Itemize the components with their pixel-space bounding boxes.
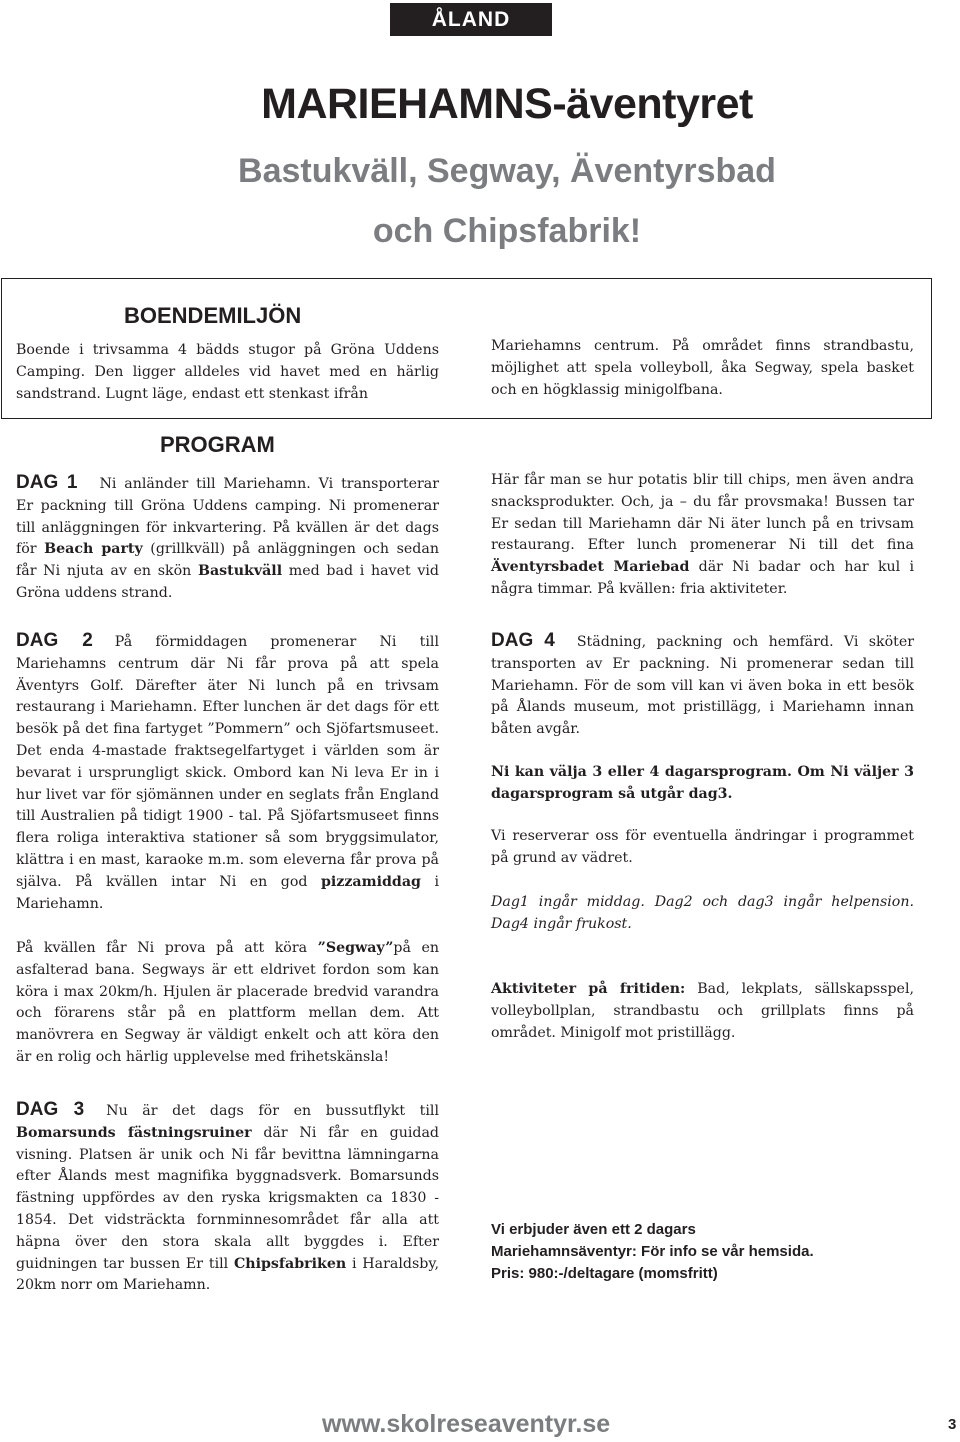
accommodation-text-right: Mariehamns centrum. På området finns strandbastu, möjlighet att spela volleyboll, åka Segway, spela basket och en högklassig minigolfbana. — [491, 338, 914, 398]
day-1-label: DAG 1 — [16, 472, 78, 493]
mariebad-highlight: Äventyrsbadet Mariebad — [491, 559, 690, 576]
region-tag: ÅLAND — [390, 3, 552, 36]
offer-line-1: Vi erbjuder även ett 2 dagars — [491, 1221, 696, 1238]
day-1-beach-party: Beach party — [44, 541, 143, 558]
offer-line-2: Mariehamnsäventyr: För info se vår hemsida. — [491, 1243, 814, 1260]
activities-label: Aktiviteter på fritiden: — [491, 981, 686, 997]
day-2-segway-paragraph — [16, 938, 439, 1069]
page-number: 3 — [948, 1416, 957, 1433]
activities-paragraph — [491, 979, 914, 1044]
day-3-label: DAG 3 — [16, 1099, 85, 1120]
day-3-section — [16, 1099, 439, 1297]
day-2-pizza-dinner: pizzamiddag — [320, 873, 421, 890]
program-heading: PROGRAM — [160, 432, 275, 457]
chips-text-2: där Ni badar och har kul i några timmar. På kvällen: fria aktiviteter. — [491, 559, 914, 597]
chips-text: Här får man se hur potatis blir till chips, men även andra snacksprodukter. Och, ja – du får provsmaka! Bussen tar Er sedan till Mariehamn där Ni äter lunch på en trivsam restaurang. Efter lunch promenerar Ni till det fina — [491, 472, 914, 554]
day-1-text-2: (grillkväll) på anläggningen och sedan får Ni njuta av en skön — [16, 541, 439, 580]
two-day-offer — [491, 1219, 931, 1285]
day-2-label: DAG 2 — [16, 630, 93, 651]
day-4-label: DAG 4 — [491, 630, 555, 651]
program-choice-note: Ni kan välja 3 eller 4 dagarsprogram. Om Ni väljer 3 dagarsprogram så utgår dag3. — [491, 764, 914, 802]
subtitle-line-2: och Chipsfabrik! — [372, 212, 642, 250]
day-1-text: Ni anländer till Mariehamn. Vi transporterar Er packning till Gröna Uddens camping. Ni promenerar till anläggningen för inkvartering. På kvällen är det dags för — [16, 476, 439, 558]
day-4-section — [491, 630, 914, 741]
day-2-section — [16, 630, 439, 915]
day-3-text-2: där Ni får en guidad visning. Platsen är unik och Ni får bevittna lämningarna efter Ålands mest magnifika byggnadsverk. Bomarsunds fästning uppfördes av den ryska krigsmakten ca 1830 - 1854. Det vidsträckta fornminnesområdet får alla att häpna över den stora skala allt byggdes i. Efter guidningen tar bussen Er till — [16, 1124, 439, 1272]
segway-text: På kvällen får Ni prova på att köra — [16, 940, 318, 956]
website-link[interactable]: www.skolreseaventyr.se — [322, 1410, 611, 1438]
day-3-text: Nu är det dags för en bussutflykt till — [106, 1103, 439, 1119]
accommodation-text-left: Boende i trivsamma 4 bädds stugor på Gröna Uddens Camping. Den ligger alldeles vid havet med en härlig sandstrand. Lugnt läge, endast ett stenkast ifrån — [16, 342, 439, 402]
accommodation-heading: BOENDEMILJÖN — [124, 303, 302, 328]
day-3-text-3: i Haraldsby, 20km norr om Mariehamn. — [16, 1255, 439, 1294]
day-2-text-2: i Mariehamn. — [16, 873, 439, 912]
weather-reservation-note: Vi reserverar oss för eventuella ändringar i programmet på grund av vädret. — [491, 828, 914, 866]
segway-text-2: på en asfalterad bana. Segways är ett eldrivet fordon som kan köra i max 20km/h. Hjulen är placerade bredvid varandra och förarens står på en plattform mellan dem. Att manövrera en Segway är väldigt enkelt och att köra den är en rolig och härlig upplevelse med frihetskänsla! — [16, 940, 439, 1065]
offer-line-3: Pris: 980:-/deltagare (momsfritt) — [491, 1265, 718, 1282]
chips-factory-paragraph — [491, 470, 914, 601]
meals-note: Dag1 ingår middag. Dag2 och dag3 ingår helpension. Dag4 ingår frukost. — [491, 894, 914, 932]
day-1-sauna-evening: Bastukväll — [198, 563, 283, 580]
day-1-text-3: med bad i havet vid Gröna uddens strand. — [16, 563, 439, 601]
page-title: MARIEHAMNS-äventyret — [261, 80, 753, 128]
day-1-section — [16, 472, 439, 605]
day-3-chips-factory: Chipsfabriken — [234, 1255, 347, 1272]
subtitle-line-1: Bastukväll, Segway, Äventyrsbad — [238, 152, 776, 190]
day-3-bomarsund: Bomarsunds fästningsruiner — [16, 1124, 252, 1141]
activities-text: Bad, lekplats, sällskapsspel, volleybollplan, strandbastu och grillplats finns på området. Minigolf mot pristillägg. — [491, 981, 914, 1041]
segway-highlight: ”Segway” — [317, 940, 394, 956]
day-2-text: På förmiddagen promenerar Ni till Mariehamns centrum där Ni får prova på att spela Äventyrs Golf. Därefter äter Ni lunch på en trivsam restaurang i Mariehamn. Efter lunchen är det dags för ett besök på det fina fartyget ”Pommern” och Sjöfartsmuseet. Det enda 4-mastade fraktsegelfartyget i världen som är bevarat i ursprungligt skick. Ombord kan Ni leva Er in i hur livet var för sjömännen under en seglats från England till Australien på tidigt 1900 - tal. På Sjöfartsmuseet finns flera roliga interaktiva stationer så som bryggsimulator, klättra i en mast, karaoke m.m. som eleverna får prova på själva. På kvällen intar Ni en god — [16, 634, 439, 890]
day-4-text: Städning, packning och hemfärd. Vi sköter transporten av Er packning. Ni promenerar sedan till Mariehamn. För de som vill kan vi även boka in ett besök på Ålands museum, mot pristillägg, i Mariehamn innan båten avgår. — [491, 634, 914, 738]
